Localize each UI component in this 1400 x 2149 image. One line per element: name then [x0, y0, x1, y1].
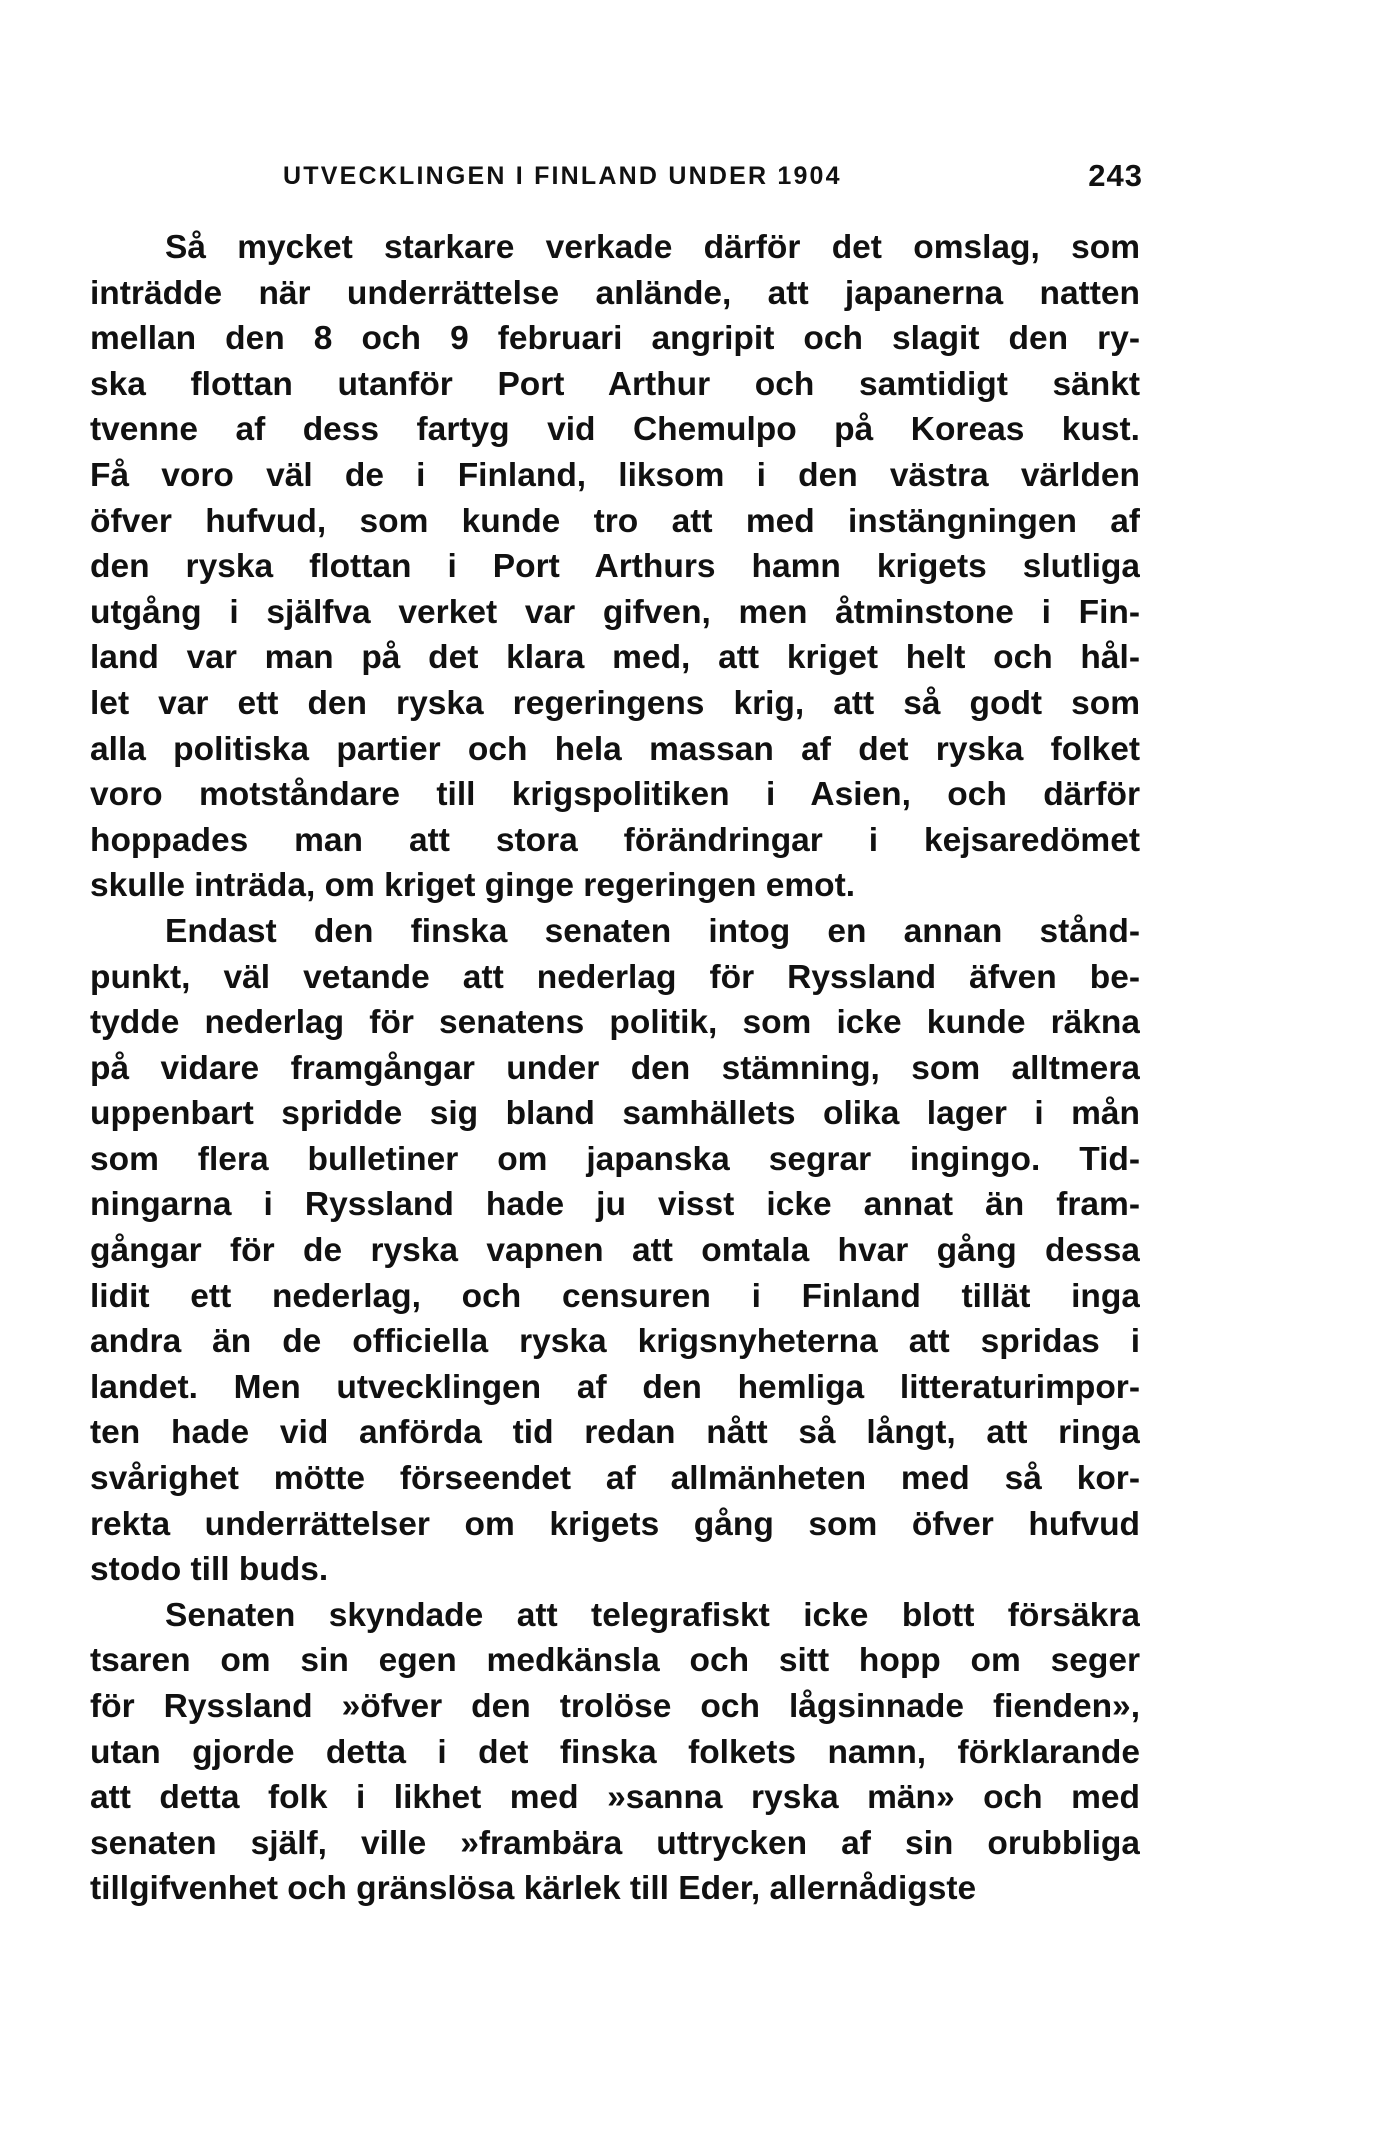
text-line: uppenbart spridde sig bland samhällets olika lager i mån	[90, 1095, 1140, 1133]
text-line: mellan den 8 och 9 februari angripit och slagit den ry-	[90, 320, 1140, 358]
text-line: tydde nederlag för senatens politik, som icke kunde räkna	[90, 1004, 1140, 1042]
text-line: utgång i själfva verket var gifven, men åtminstone i Fin-	[90, 593, 1140, 631]
text-line: som flera bulletiner om japanska segrar ingingo. Tid-	[90, 1140, 1140, 1178]
text-line: att detta folk i likhet med »sanna ryska män» och med	[90, 1779, 1140, 1817]
text-line: let var ett den ryska regeringens krig, att så godt som	[90, 684, 1140, 722]
paragraph-3	[90, 1593, 1140, 1912]
running-head	[175, 158, 1143, 202]
text-line: inträdde när underrättelse anlände, att japanerna natten	[90, 274, 1140, 312]
text-line: alla politiska partier och hela massan af det ryska folket	[90, 730, 1140, 768]
text-line: skulle inträda, om kriget ginge regeringen emot.	[90, 867, 856, 905]
paragraph-2	[90, 909, 1140, 1593]
text-line: för Ryssland »öfver den trolöse och lågsinnade fienden»,	[90, 1688, 1140, 1725]
text-line: senaten själf, ville »frambära uttrycken af sin orubbliga	[90, 1824, 1140, 1862]
text-line: svårighet mötte förseendet af allmänheten med så kor-	[90, 1460, 1140, 1498]
text-line: ska flottan utanför Port Arthur och samtidigt sänkt	[90, 365, 1140, 403]
page-number: 243	[1088, 158, 1143, 193]
paragraph-1	[90, 225, 1140, 909]
text-line: Få voro väl de i Finland, liksom i den västra världen	[90, 456, 1140, 494]
text-line: tsaren om sin egen medkänsla och sitt hopp om seger	[90, 1642, 1140, 1680]
text-line: ten hade vid anförda tid redan nått så långt, att ringa	[90, 1414, 1140, 1452]
text-line: utan gjorde detta i det finska folkets namn, förklarande	[90, 1733, 1140, 1771]
text-line: hoppades man att stora förändringar i kejsaredömet	[90, 821, 1140, 859]
text-line: rekta underrättelser om krigets gång som öfver hufvud	[90, 1505, 1140, 1543]
text-line: Senaten skyndade att telegrafiskt icke blott försäkra	[165, 1596, 1140, 1634]
text-line: Så mycket starkare verkade därför det omslag, som	[165, 229, 1140, 266]
text-line: Endast den finska senaten intog en annan stånd-	[165, 912, 1140, 950]
text-line: den ryska flottan i Port Arthurs hamn krigets slutliga	[90, 548, 1140, 586]
text-line: lidit ett nederlag, och censuren i Finland tillät inga	[90, 1277, 1140, 1315]
text-line: stodo till buds.	[90, 1551, 329, 1589]
text-line: tillgifvenhet och gränslösa kärlek till Eder, allernådigste	[90, 1870, 977, 1908]
text-line: voro motståndare till krigspolitiken i Asien, och därför	[90, 776, 1140, 814]
running-title: UTVECKLINGEN I FINLAND UNDER 1904	[283, 162, 842, 190]
text-line: andra än de officiella ryska krigsnyheterna att spridas i	[90, 1323, 1140, 1361]
text-line: punkt, väl vetande att nederlag för Ryssland äfven be-	[90, 958, 1140, 996]
text-line: gångar för de ryska vapnen att omtala hvar gång dessa	[90, 1232, 1140, 1270]
text-line: öfver hufvud, som kunde tro att med instängningen af	[90, 502, 1140, 540]
body-text	[90, 225, 1140, 1912]
text-line: på vidare framgångar under den stämning, som alltmera	[90, 1049, 1140, 1087]
text-line: tvenne af dess fartyg vid Chemulpo på Koreas kust.	[90, 411, 1140, 449]
text-line: landet. Men utvecklingen af den hemliga litteraturimpor-	[90, 1368, 1140, 1406]
text-line: ningarna i Ryssland hade ju visst icke annat än fram-	[90, 1186, 1140, 1224]
text-line: land var man på det klara med, att kriget helt och hål-	[90, 639, 1140, 677]
